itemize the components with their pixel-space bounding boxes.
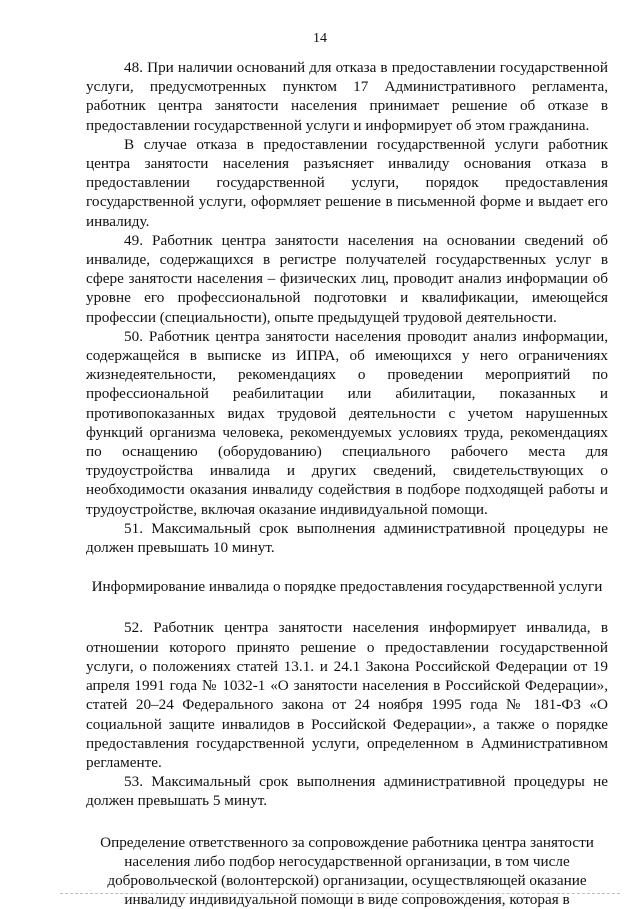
paragraph-48: 48. При наличии оснований для отказа в предоставлении государственной услуги, предусмотренных пунктом 17 Административного регламента, работник центра занятости населения принимает решение об отказе в предоставлении государственной услуги и информирует об этом гражданина.	[86, 59, 608, 134]
paragraph-48-refusal: В случае отказа в предоставлении государственной услуги работник центра занятости населения разъясняет инвалиду основания отказа в предоставлении государственной услуги, порядок предоставления государственной услуги, оформляет решение в письменной форме и выдает его инвалиду.	[86, 135, 608, 230]
paragraph-52: 52. Работник центра занятости населения информирует инвалида, в отношении которого принято решение о предоставлении государственной услуги, о положениях статей 13.1. и 24.1 Закона Российской Федерации от 19 апреля 1991 года № 1032-1 «О занятости населения в Российской Федерации», статей 20–24 Федерального закона от 24 ноября 1995 года № 181-ФЗ «О социальной защите инвалидов в Российской Федерации», а также о порядке предоставления государственной услуги, определенном в Административном регламенте.	[86, 619, 608, 771]
document-body	[86, 58, 608, 909]
paragraph-49: 49. Работник центра занятости населения на основании сведений об инвалиде, содержащихся в регистре получателей государственных услуг в сфере занятости населения – физических лиц, проводит анализ информации об уровне его профессиональной подготовки и квалификации, имеющейся профессии (специальности), опыте предыдущей трудовой деятельности.	[86, 231, 608, 326]
page-number: 14	[313, 31, 327, 46]
section-heading-informing: Информирование инвалида о порядке предоставления государственной услуги	[91, 578, 603, 596]
section-heading-escort: Определение ответственного за сопровождение работника центра занятости населения либо подбор негосударственной организации, в том числе добровольческой (волонтерской) организации, осуществляющей оказание инвалиду индивидуальной помощи в виде сопровождения, которая в	[100, 833, 594, 909]
paragraph-51: 51. Максимальный срок выполнения административной процедуры не должен превышать 10 минут.	[86, 519, 608, 557]
paragraph-53: 53. Максимальный срок выполнения административной процедуры не должен превышать 5 минут.	[86, 773, 608, 810]
paragraph-50: 50. Работник центра занятости населения проводит анализ информации, содержащейся в выписке из ИПРА, об имеющихся у него ограничениях жизнедеятельности, рекомендациях о проведении мероприятий по профессиональной реабилитации или абилитации, показанных и противопоказанных видах трудовой деятельности с учетом нарушенных функций организма человека, рекомендуемых условиях труда, рекомендациях по оснащению (оборудованию) специального рабочего места для трудоустройства инвалида и других сведений, свидетельствующих о необходимости оказания инвалиду содействия в подборе подходящей работы и трудоустройстве, включая оказание индивидуальной помощи.	[86, 327, 608, 518]
scan-edge-line	[60, 893, 620, 894]
